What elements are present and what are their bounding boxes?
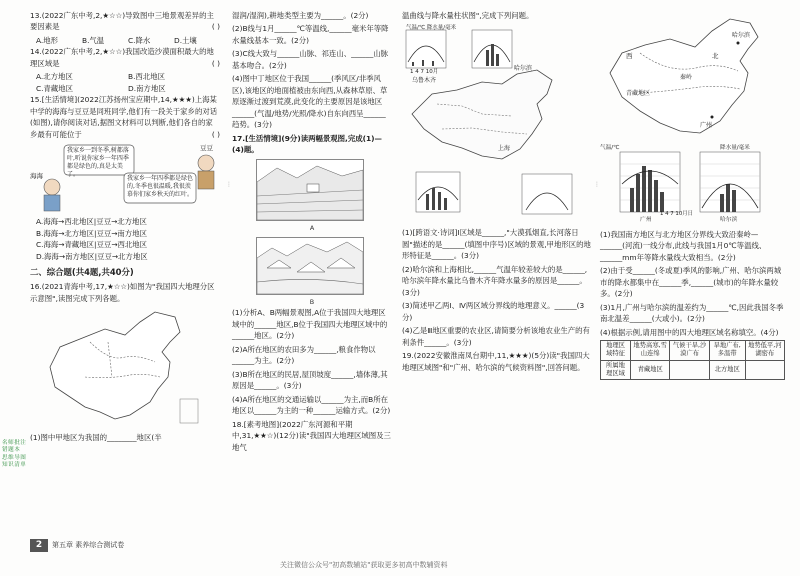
chapter-title: 第五章 素养综合测试卷 bbox=[52, 541, 125, 550]
map-label-qingzang: 青藏地区 bbox=[626, 90, 651, 97]
column-4 bbox=[600, 10, 785, 380]
answer-paren: ( ) bbox=[211, 129, 220, 139]
map-label-north: 北 bbox=[712, 52, 719, 60]
table-cell: 旱地广布,多温带 bbox=[709, 341, 745, 360]
q16-4: (4)图中丁地区位于我国______(季风区/非季风区),该地区的地面植被由东向西,从森林草原、草原逐渐过渡到荒漠,此变化的主要原因是该地区______(气温/地势/光照/降水)自东向西呈______趋势。(3分) bbox=[232, 74, 388, 130]
question-15-stem: 15.[生活情境](2022江苏扬州宝应期中,14,★★★)上海某中学的海海与豆豆是同班同学,他们有一段关于家乡的对话(如图),请你阅读对话,据图文材料可以判断,他们各自的家乡最有可能位于 bbox=[30, 95, 218, 139]
landscape-a bbox=[256, 159, 364, 221]
stamp-line: 错题本 bbox=[2, 447, 21, 454]
stamp-line: 思维导图 bbox=[2, 454, 27, 461]
region-table bbox=[600, 340, 785, 380]
question-15 bbox=[30, 94, 220, 140]
question-17-stem: 17.[生活情境](9分)读两幅景观图,完成(1)—(4)题。 bbox=[232, 133, 382, 155]
q14-options-1 bbox=[30, 71, 220, 82]
q17-4: (4)A所在地区的交通运输以______为主,而B所在地区以______为主的一种______运输方式。(2分) bbox=[232, 394, 391, 416]
option-b: B.海海→北方地区|豆豆→南方地区 bbox=[36, 228, 147, 238]
column-2 bbox=[232, 10, 392, 455]
side-stamp bbox=[2, 440, 30, 469]
table-row bbox=[601, 341, 785, 360]
chart-caption-guangzhou: 广州 bbox=[640, 217, 652, 223]
question-14-stem: 14.(2022广东中考,2,★☆☆)我国改造沙漠面积最大的地理区域是 bbox=[30, 47, 214, 68]
stamp-line: 知识清单 bbox=[2, 461, 27, 468]
q18-4: (4)乙是Ⅲ地区重要的农业区,请简要分析该地农业生产的有利条件______。(3分) bbox=[402, 326, 590, 347]
chart-month-ticks: 1 4 7 10月日 bbox=[660, 211, 694, 217]
q16-1-continued: 湿润/湿润),耕地类型主要为______。(2分) bbox=[232, 11, 369, 20]
table-cell: 地势低平,河湖密布 bbox=[745, 341, 784, 360]
speech-doudou: 我家乡一年四季都是绿色的,冬季也很温暖,我很羡慕你们家乡秋天的红叶。 bbox=[127, 175, 194, 198]
table-cell: 北方地区 bbox=[709, 360, 745, 379]
q18-3: (3)简述甲乙两Ⅰ、Ⅳ两区域分界线的地理意义。______(3分) bbox=[402, 301, 585, 322]
question-19-stem: 19.(2022安徽淮南凤台期中,11,★★★)(5分)读"我国四大地理区域图"和"广州、哈尔滨的气候资料图",回答问题。 bbox=[402, 351, 590, 372]
option-b: B.气温 bbox=[82, 35, 105, 45]
map-label-qinling: 秦岭 bbox=[680, 74, 693, 81]
china-map-figure bbox=[30, 307, 220, 429]
option-d: D.南方地区 bbox=[128, 83, 166, 93]
q19-1: (1)我国南方地区与北方地区分界线大致沿秦岭—______(河流)一线分布,此线与我国1月0℃等温线、______mm年等降水量线大致相当。(2分) bbox=[600, 230, 767, 262]
table-row bbox=[601, 360, 785, 379]
chart-axis-label: 气温/℃ 降水量/毫米 bbox=[406, 25, 457, 32]
answer-paren: ( ) bbox=[211, 58, 220, 68]
page-number: 2 bbox=[30, 539, 48, 552]
answer-paren: ( ) bbox=[211, 22, 220, 32]
table-cell[interactable] bbox=[670, 360, 709, 379]
landscape-a-drawing bbox=[257, 160, 363, 220]
watermark-text: 关注微信公众号"初高数辅站"获取更多初高中数辅资料 bbox=[280, 561, 448, 569]
option-c: C.降水 bbox=[128, 35, 151, 45]
option-b: B.西北地区 bbox=[128, 72, 165, 82]
table-cell: 青藏地区 bbox=[630, 360, 669, 379]
caption-b: B bbox=[309, 297, 315, 306]
option-a: A.地形 bbox=[36, 35, 59, 45]
map-label-guangzhou: 广州 bbox=[700, 122, 713, 129]
q18-2: (2)哈尔滨和上海相比,______气温年较差较大的是______,哈尔滨年降水量比乌鲁木齐年降水量多的原因是______。(3分) bbox=[402, 264, 588, 297]
precip-axis-label: 降水量/毫米 bbox=[720, 145, 750, 151]
dialogue-figure bbox=[30, 143, 220, 213]
section-2-heading: 二、综合题(共4题,共40分) bbox=[30, 267, 134, 278]
landscape-b-drawing bbox=[257, 238, 363, 294]
table-cell[interactable] bbox=[745, 360, 784, 379]
table-cell: 气候干旱,沙漠广布 bbox=[670, 341, 709, 360]
option-a: A.北方地区 bbox=[36, 72, 73, 82]
label-doudou: 豆豆 bbox=[200, 144, 213, 153]
q17-3: (3)B所在地区的民居,屋顶坡度______,墙体薄,其原因是______。(3分) bbox=[232, 369, 388, 391]
question-18-stem: 18.[素考地图](2022广东河源和平期中,31,★★☆)(12分)读"我国四大地理区域图及三地气 bbox=[232, 419, 391, 452]
option-d: D.海海→南方地区|豆豆→北方地区 bbox=[36, 251, 148, 261]
city-label-shanghai: 上海 bbox=[498, 145, 511, 153]
option-a: A.海海→西北地区|豆豆→北方地区 bbox=[36, 217, 147, 227]
q13-options bbox=[30, 35, 220, 46]
question-13-stem: 13.(2022广东中考,2,★☆☆)导致图中三地景观差异的主要因素是 bbox=[30, 11, 214, 32]
q15-option-d bbox=[30, 251, 220, 262]
question-16-stem: 16.(2021青海中考,17,★☆☆)如图为"我国四大地理分区示意图",读图完成下列各题。 bbox=[30, 282, 215, 303]
temp-axis-label: 气温/℃ bbox=[600, 145, 620, 151]
map-label-haerbin: 哈尔滨 bbox=[732, 32, 751, 39]
guangzhou-haerbin-charts bbox=[600, 144, 785, 226]
q15-option-a bbox=[30, 216, 220, 227]
q16-2: (2)B线与1月______℃等温线,______毫米年等降水量线基本一致。(2分) bbox=[232, 24, 389, 45]
label-haihai: 海海 bbox=[30, 172, 43, 181]
table-cell: 所属地理区域 bbox=[601, 360, 631, 379]
column-3 bbox=[402, 10, 592, 375]
question-13 bbox=[30, 10, 220, 33]
region-map bbox=[600, 13, 785, 141]
q18-1: (1)[跨语文·诗词]Ⅰ区域是______,"大漠孤烟直,长河落日圆"描述的是______(填图中序号)区域的景观,甲地形区的地形特征是______。(3分) bbox=[402, 228, 591, 261]
question-14 bbox=[30, 46, 220, 69]
chart-caption-haerbin: 哈尔滨 bbox=[720, 217, 738, 223]
q19-3: (3)1月,广州与哈尔滨的温差约为______℃,因此我国冬季南北温差______(大或小)。(2分) bbox=[600, 302, 784, 324]
q15-option-b bbox=[30, 228, 220, 239]
column-divider: ⋮ bbox=[594, 181, 600, 188]
column-1 bbox=[30, 10, 220, 445]
option-c: C.海海→青藏地区|豆豆→西北地区 bbox=[36, 240, 148, 250]
city-label-haerbin: 哈尔滨 bbox=[514, 65, 533, 73]
q16-3: (3)C线大致与______山脉、祁连山、______山脉基本吻合。(2分) bbox=[232, 49, 389, 70]
caption-a: A bbox=[309, 223, 315, 232]
month-ticks: 1 4 7 10月 bbox=[410, 69, 439, 76]
speech-haihai: 我家乡一到冬季,树都落叶,听说你家乡一年四季都是绿色的,真是太美了。 bbox=[67, 147, 129, 178]
page-footer bbox=[30, 539, 160, 552]
q17-1: (1)分析A、B两幅景观图,A位于我国四大地理区域中的______地区,B位于我国四大地理区域中的______地区。(2分) bbox=[232, 308, 388, 341]
map-with-climate-charts bbox=[402, 24, 592, 224]
q17-2: (2)A所在地区的农田多为______,粮食作物以______为主。(2分) bbox=[232, 344, 376, 366]
table-cell: 地势高寒,雪山连绵 bbox=[630, 341, 669, 360]
question-16-part-1: (1)图中甲地区为我国的________地区(半 bbox=[30, 432, 162, 442]
q19-2: (2)由于受______(冬或夏)季风的影响,广州、哈尔滨两城市的降水都集中在______季,______(城市)的年降水量较多。(2分) bbox=[600, 266, 782, 299]
stamp-line: 名师批注 bbox=[2, 440, 27, 446]
landscape-b bbox=[256, 237, 364, 295]
four-region-map bbox=[600, 13, 785, 141]
option-c: C.青藏地区 bbox=[36, 83, 74, 93]
column-divider: ⋮ bbox=[226, 181, 232, 188]
table-cell: 地理区域特征 bbox=[601, 341, 631, 360]
option-d: D.土壤 bbox=[174, 35, 197, 45]
climate-map bbox=[402, 24, 592, 224]
china-map bbox=[30, 307, 220, 429]
q14-options-2 bbox=[30, 83, 220, 94]
q18-continued: 温曲线与降水量柱状图",完成下列问题。 bbox=[402, 11, 534, 20]
city-label-wulumuqi: 乌鲁木齐 bbox=[412, 77, 437, 85]
q19-4: (4)根据示例,请用图中的四大地理区域名称填空。(4分) bbox=[600, 327, 779, 337]
map-label-west: 西 bbox=[626, 52, 633, 60]
q15-option-c bbox=[30, 239, 220, 250]
